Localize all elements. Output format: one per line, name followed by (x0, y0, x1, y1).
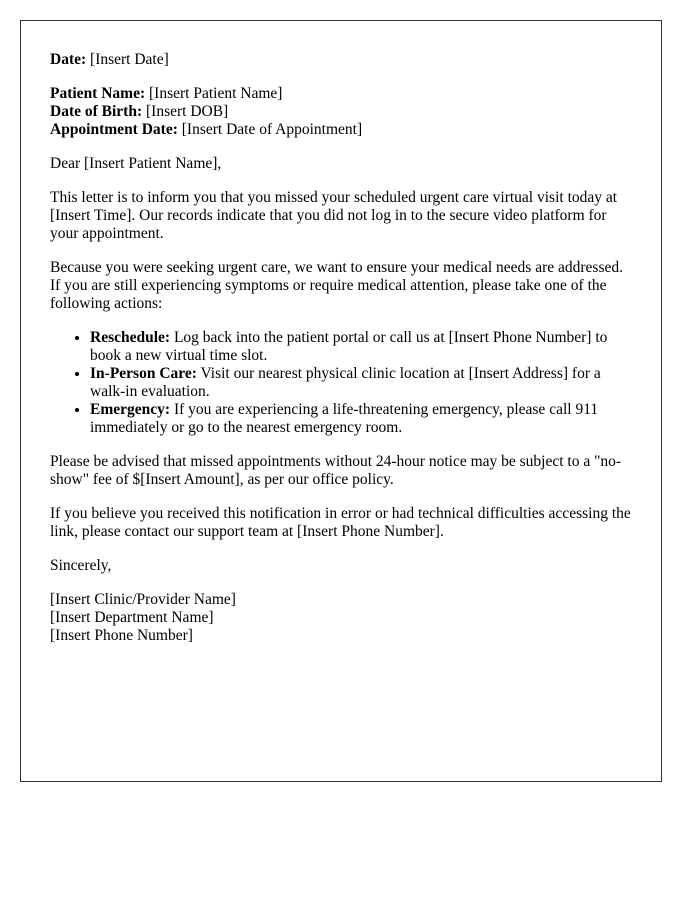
action-text-reschedule: Log back into the patient portal or call us at [Insert Phone Number] to book a new virtual time slot. (90, 329, 608, 364)
list-item (90, 365, 633, 401)
patient-info-block (50, 85, 633, 139)
signature-block (50, 591, 633, 645)
greeting: Dear [Insert Patient Name], (50, 155, 222, 172)
patient-name-value: [Insert Patient Name] (149, 85, 283, 102)
signature-clinic-name: [Insert Clinic/Provider Name] (50, 591, 236, 608)
paragraph-urgent-care: Because you were seeking urgent care, we want to ensure your medical needs are addressed. If you are still experiencing symptoms or require medical attention, please take one of the following actions: (50, 259, 623, 312)
signature-phone: [Insert Phone Number] (50, 627, 193, 644)
patient-name-label: Patient Name: (50, 85, 146, 102)
action-text-emergency: If you are experiencing a life-threatening emergency, please call 911 immediately or go to the nearest emergency room. (90, 401, 599, 436)
dob-value: [Insert DOB] (146, 103, 229, 120)
closing: Sincerely, (50, 557, 112, 574)
action-list (50, 329, 633, 437)
date-line (50, 51, 633, 69)
list-item (90, 329, 633, 365)
signature-department: [Insert Department Name] (50, 609, 214, 626)
paragraph-no-show-fee: Please be advised that missed appointments without 24-hour notice may be subject to a "no-show" fee of $[Insert Amount], as per our office policy. (50, 453, 622, 488)
appointment-date-label: Appointment Date: (50, 121, 178, 138)
paragraph-support-contact: If you believe you received this notification in error or had technical difficulties accessing the link, please contact our support team at [Insert Phone Number]. (50, 505, 631, 540)
action-label-in-person: In-Person Care: (90, 365, 197, 382)
patient-name-line (50, 85, 633, 103)
date-value: [Insert Date] (90, 51, 169, 68)
dob-line (50, 103, 633, 121)
action-text-in-person: Visit our nearest physical clinic location at [Insert Address] for a walk-in evaluation. (90, 365, 601, 400)
appointment-date-line (50, 121, 633, 139)
paragraph-missed-visit: This letter is to inform you that you missed your scheduled urgent care virtual visit today at [Insert Time]. Our records indicate that you did not log in to the secure video platform for your appointment. (50, 189, 618, 242)
action-label-reschedule: Reschedule: (90, 329, 171, 346)
list-item (90, 401, 633, 437)
action-label-emergency: Emergency: (90, 401, 171, 418)
appointment-date-value: [Insert Date of Appointment] (181, 121, 363, 138)
date-label: Date: (50, 51, 87, 68)
dob-label: Date of Birth: (50, 103, 143, 120)
letter-page (20, 20, 662, 782)
